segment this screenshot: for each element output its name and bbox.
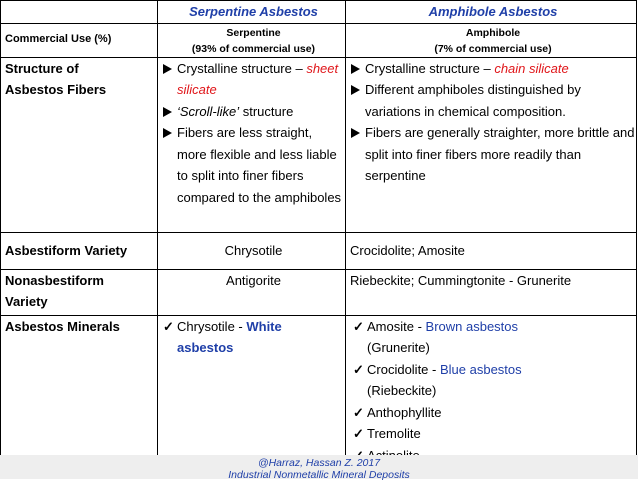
- nonasbestiform-label: Nonasbestiform Variety: [1, 269, 158, 315]
- header-row: [1, 1, 637, 24]
- minerals-row: [1, 315, 637, 467]
- minerals-serpentine: [158, 315, 346, 467]
- amphibole-minerals-list: [352, 316, 636, 467]
- sheet-silicate-highlight: sheet silicate: [177, 60, 339, 97]
- asbestiform-amphibole: Crocidolite; Amosite: [346, 232, 637, 269]
- footer-course: Industrial Nonmetallic Mineral Deposits: [228, 469, 410, 481]
- minerals-label: Asbestos Minerals: [1, 315, 158, 467]
- asbestiform-serpentine: Chrysotile: [158, 232, 346, 269]
- structure-amphibole: [346, 57, 637, 232]
- list-item: Fibers are less straight, more flexible and less liable to split into finer fibers compared to the amphiboles: [162, 122, 345, 208]
- asbestiform-label: Asbestiform Variety: [1, 232, 158, 269]
- list-item: Fibers are generally straighter, more brittle and split into finer fibers more readily than serpentine: [350, 122, 636, 187]
- serpentine-percent: (93% of commercial use): [191, 42, 316, 55]
- list-item: ✓ Chrysotile - White asbestos: [162, 316, 345, 359]
- asbestiform-row: [1, 232, 637, 269]
- amphibole-title: Amphibole: [465, 26, 521, 39]
- list-item: ✓ Crocidolite - Blue asbestos (Riebeckite): [352, 359, 636, 402]
- list-item: ✓ Amosite - Brown asbestos (Grunerite): [352, 316, 636, 359]
- amphibole-structure-list: [350, 58, 636, 187]
- header-serpentine: Serpentine Asbestos: [158, 1, 346, 24]
- commercial-use-row: [1, 23, 637, 57]
- list-item: Different amphiboles distinguished by variations in chemical composition.: [350, 79, 636, 122]
- white-asbestos-label: White asbestos: [177, 318, 282, 355]
- list-item: Crystalline structure – sheet silicate: [162, 58, 345, 101]
- serpentine-minerals-list: [162, 316, 345, 359]
- footer-credit: [0, 455, 638, 479]
- nonasbestiform-serpentine: Antigorite: [158, 269, 346, 315]
- serpentine-title: Serpentine: [226, 26, 281, 39]
- commercial-use-serpentine: [158, 23, 346, 57]
- header-amphibole: Amphibole Asbestos: [346, 1, 637, 24]
- nonasbestiform-amphibole: Riebeckite; Cummingtonite - Grunerite: [346, 269, 637, 315]
- structure-label: Structure of Asbestos Fibers: [1, 57, 158, 232]
- nonasbestiform-row: [1, 269, 637, 315]
- structure-serpentine: [158, 57, 346, 232]
- commercial-use-label: Commercial Use (%): [1, 23, 158, 57]
- minerals-amphibole: [346, 315, 637, 467]
- footer-author: @Harraz, Hassan Z. 2017: [257, 457, 381, 469]
- serpentine-structure-list: [162, 58, 345, 209]
- structure-row: [1, 57, 637, 232]
- list-item: ✓ Anthophyllite: [352, 402, 636, 424]
- list-item: Crystalline structure – chain silicate: [350, 58, 636, 80]
- commercial-use-amphibole: [346, 23, 637, 57]
- list-item: ✓ Tremolite: [352, 423, 636, 445]
- header-empty-cell: [1, 1, 158, 24]
- chain-silicate-highlight: chain silicate: [494, 60, 569, 76]
- amphibole-percent: (7% of commercial use): [434, 42, 552, 55]
- list-item: ‘Scroll-like’ structure: [162, 101, 345, 123]
